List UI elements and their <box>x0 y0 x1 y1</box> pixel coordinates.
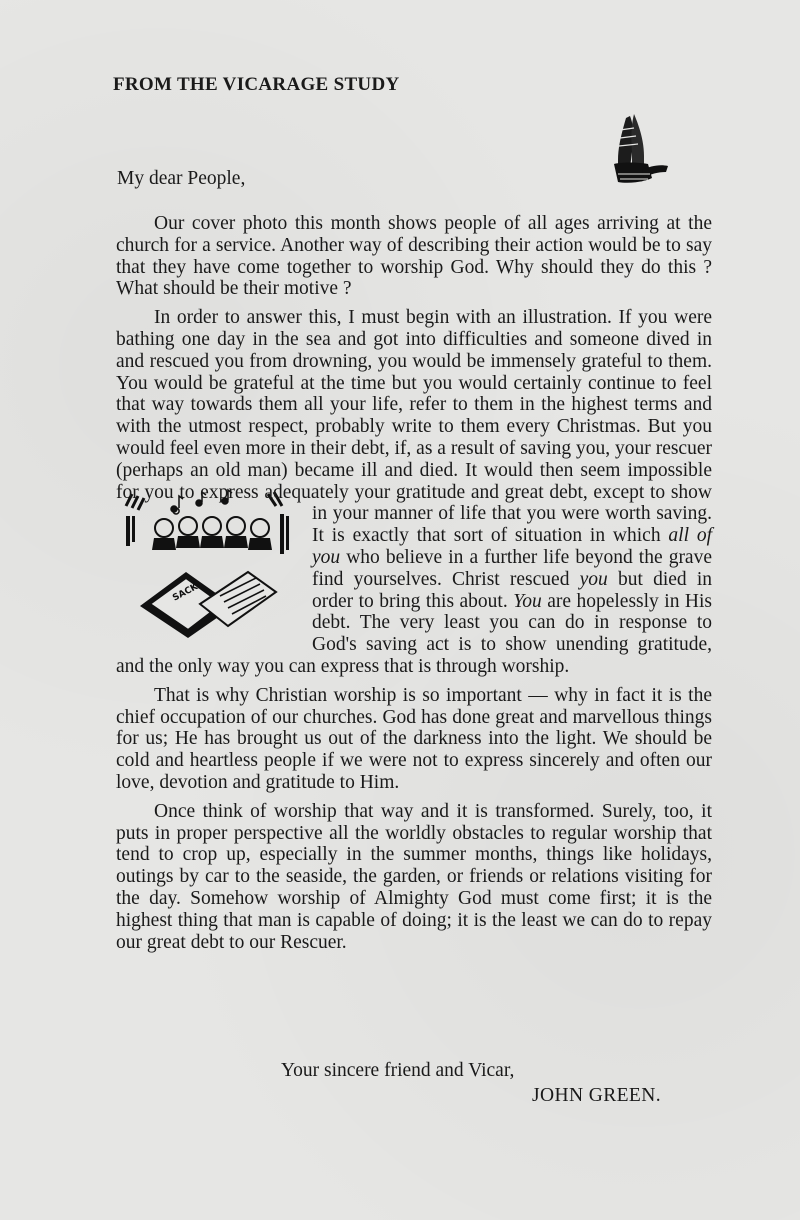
emphasis-you-capital: You <box>513 590 542 612</box>
letter-body <box>116 213 712 960</box>
paragraph-3: That is why Christian worship is so important — why in fact it is the chief occupation of our churches. God has done great and marvellous things for us; He has brought us out of the darkness into the light. We should be cold and heartless people if we were not to express sincerely and often our love, devotion and gratitude to Him. <box>116 684 712 793</box>
paragraph-2-text-a: In order to answer this, I must begin with an illustration. If you were bathing one day in the sea and got into difficulties and someone dived in and rescued you from drowning, you would be immensely grateful to them. You would be grateful at the time but you would certainly continue to feel that way towards them all your life, refer to them in the highest terms and with the utmost respect, probably write to them every Christmas. But you would feel even more in their debt, if, as a result of saving you, your rescuer (perhaps an old man) became ill and died. It would then seem impossible for you to express <box>116 307 712 503</box>
paragraph-1: Our cover photo this month shows people of all ages arriving at the church for a service. Another way of describing their action would be to say that they have come together to worship God. Why should they do this ? What should be their motive ? <box>116 213 712 300</box>
emphasis-all-of-you: all of you <box>312 525 712 568</box>
paragraph-2-text-e: are hopelessly in His debt. The very least you can do in response to God's saving act is to show unending gratitude, and the only way you can express that is through worship. <box>116 590 713 677</box>
emphasis-you: you <box>579 568 608 590</box>
paragraph-2 <box>116 307 712 678</box>
choir-singing-illustration <box>116 486 306 652</box>
signature: JOHN GREEN. <box>532 1085 661 1106</box>
sign-off: Your sincere friend and Vicar, <box>281 1060 515 1081</box>
paragraph-2-text-b: adequately your gratitude and great debt, except to show in your manner of life that you were worth saving. It is exactly that sort of situation in which <box>264 481 712 547</box>
paragraph-4: Once think of worship that way and it is transformed. Surely, too, it puts in proper perspective all the worldly obstacles to regular worship that tend to crop up, especially in the summer months, things like holidays, outings by car to the seaside, the garden, or friends or relations visiting for the day. Somehow worship of Almighty God must come first; it is the highest thing that man is capable of doing; it is the least we can do to repay our great debt to our Rescuer. <box>116 800 712 953</box>
salutation: My dear People, <box>117 168 246 189</box>
praying-hands-icon <box>604 108 674 192</box>
paragraph-2-text-d: but died in order to bring this about. <box>312 568 712 612</box>
paragraph-2-text-c: who believe in a further life beyond the grave find yourselves. Christ rescued <box>312 546 712 590</box>
page-heading: FROM THE VICARAGE STUDY <box>113 74 400 95</box>
hymn-book-lettering: SACK <box>171 581 200 604</box>
